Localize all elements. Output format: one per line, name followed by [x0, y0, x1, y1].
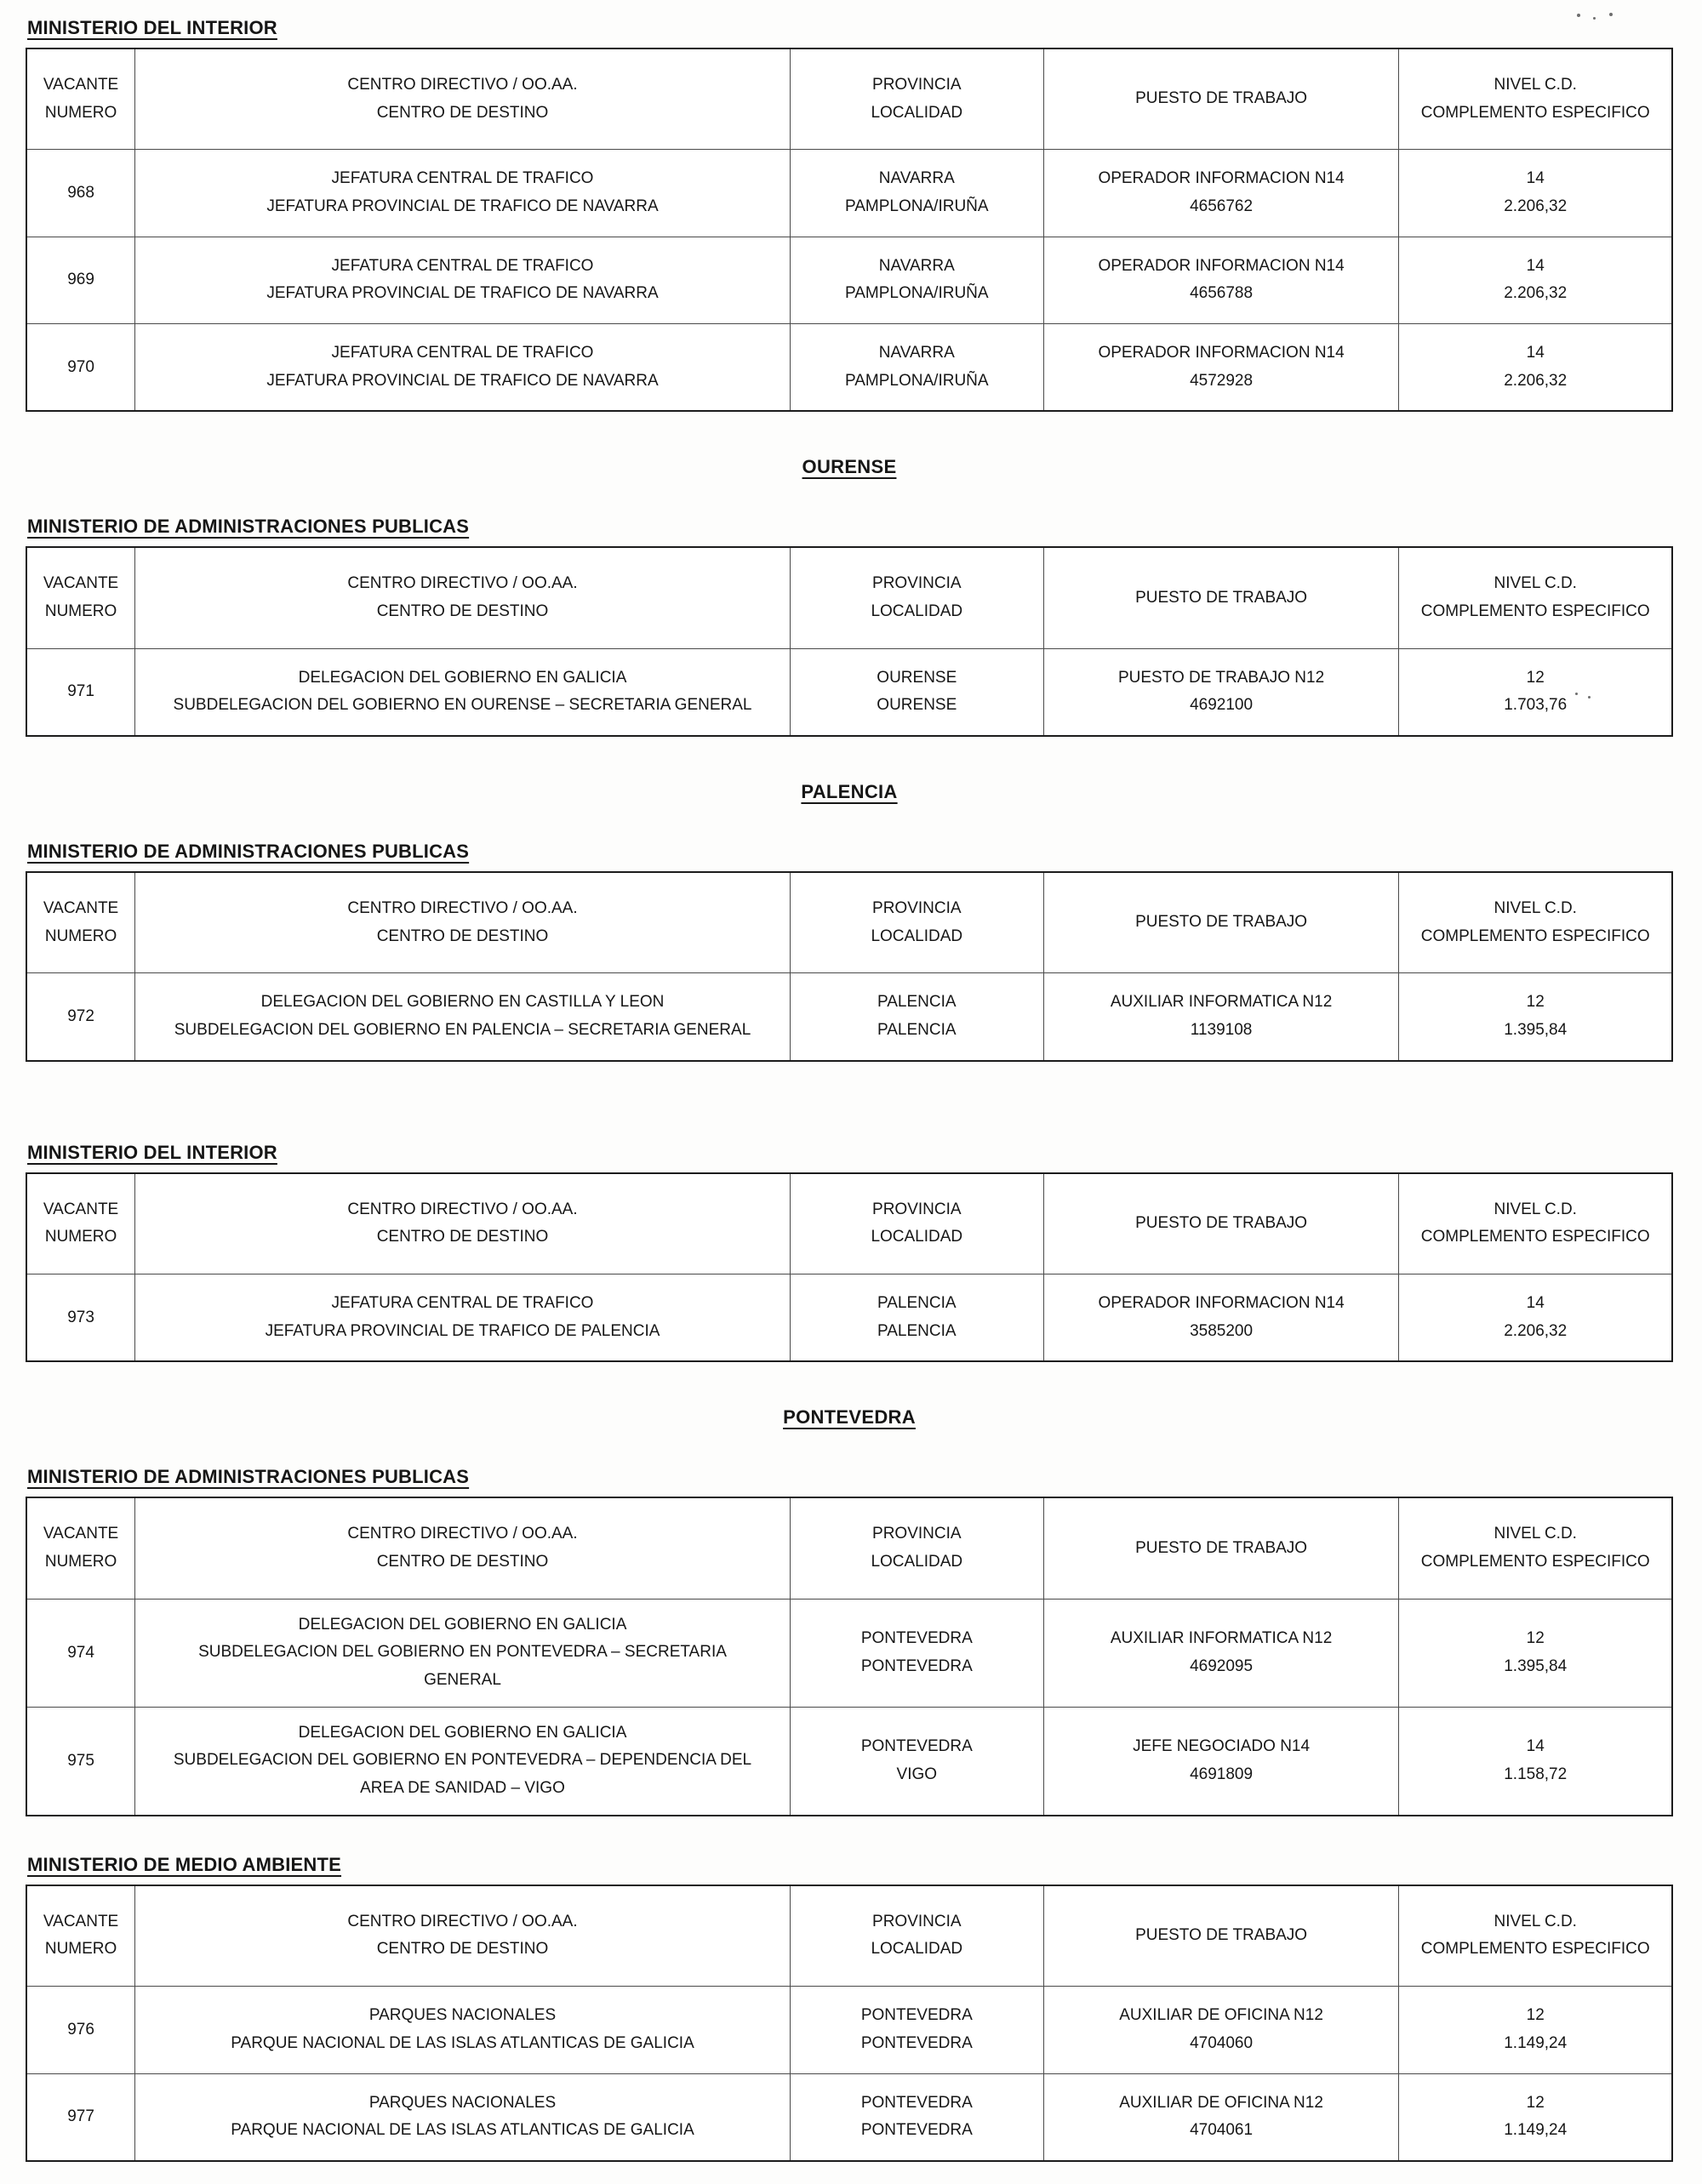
- col-header-vacante: [26, 48, 135, 150]
- header-line: LOCALIDAD: [871, 1228, 963, 1246]
- puesto: JEFE NEGOCIADO N14: [1133, 1737, 1311, 1756]
- puesto-codigo: 3585200: [1190, 1321, 1254, 1340]
- centro-destino: GENERAL: [424, 1671, 501, 1690]
- puesto-codigo: 4572928: [1190, 371, 1254, 390]
- ministry-heading: MINISTERIO DEL INTERIOR: [27, 17, 277, 38]
- complemento: 1.149,24: [1504, 2033, 1568, 2052]
- header-line: PROVINCIA: [872, 899, 962, 918]
- centro-destino: JEFATURA PROVINCIAL DE TRAFICO DE NAVARRA: [266, 197, 659, 216]
- col-header-vacante: [26, 547, 135, 648]
- provincia: NAVARRA: [878, 169, 955, 188]
- col-header-vacante: [26, 1173, 135, 1274]
- nivel-cell: [1399, 2073, 1672, 2161]
- provincia: PONTEVEDRA: [860, 1737, 973, 1756]
- puesto: AUXILIAR INFORMATICA N12: [1110, 1629, 1333, 1648]
- provincia: OURENSE: [877, 668, 957, 687]
- complemento: 2.206,32: [1504, 197, 1568, 216]
- vacante-numero-cell: 974: [26, 1599, 135, 1707]
- col-header-puesto: [1043, 1173, 1399, 1274]
- nivel: 14: [1526, 344, 1545, 362]
- centro-directivo: PARQUES NACIONALES: [368, 2006, 557, 2025]
- centro-directivo: JEFATURA CENTRAL DE TRAFICO: [331, 169, 594, 188]
- header-line: PROVINCIA: [872, 1912, 962, 1930]
- table-header: [26, 1173, 1672, 1274]
- puesto-codigo: 4704060: [1190, 2033, 1254, 2052]
- header-line: VACANTE: [43, 1912, 119, 1930]
- header-line: VACANTE: [43, 1525, 119, 1543]
- centro-directivo: PARQUES NACIONALES: [368, 2093, 557, 2112]
- col-header-nivel: [1399, 1173, 1672, 1274]
- provincia-cell: [790, 1707, 1043, 1816]
- header-line: COMPLEMENTO ESPECIFICO: [1420, 602, 1650, 621]
- ministry-block: [26, 1466, 1673, 1816]
- complemento: 1.149,24: [1504, 2121, 1568, 2140]
- centro-destino: SUBDELEGACION DEL GOBIERNO EN PONTEVEDRA – SECRETARIA: [198, 1643, 727, 1662]
- header-line: COMPLEMENTO ESPECIFICO: [1420, 1940, 1650, 1959]
- table-header: [26, 872, 1672, 973]
- localidad: PAMPLONA/IRUÑA: [845, 284, 989, 303]
- vacante-numero-cell: 972: [26, 973, 135, 1061]
- scan-artifact-dot: [1609, 13, 1613, 16]
- table-row: [26, 648, 1672, 736]
- col-header-puesto: [1043, 547, 1399, 648]
- header-line: VACANTE: [43, 1200, 119, 1218]
- header-line: NUMERO: [44, 1553, 117, 1571]
- vacante-numero-cell: 968: [26, 150, 135, 237]
- ministry-heading: MINISTERIO DE ADMINISTRACIONES PUBLICAS: [27, 841, 470, 863]
- ministry-heading: MINISTERIO DE ADMINISTRACIONES PUBLICAS: [27, 1466, 470, 1488]
- nivel-cell: [1399, 973, 1672, 1061]
- nivel-cell: [1399, 1274, 1672, 1362]
- ministry-heading: MINISTERIO DEL INTERIOR: [27, 1141, 277, 1163]
- header-line: NIVEL C.D.: [1494, 574, 1577, 593]
- header-line: NUMERO: [44, 1940, 117, 1959]
- header-line: NIVEL C.D.: [1494, 1525, 1577, 1543]
- provincia: PALENCIA: [877, 1294, 957, 1313]
- puesto-cell: [1043, 1274, 1399, 1362]
- scan-artifact-dot: [1593, 17, 1596, 20]
- col-header-centro: [135, 872, 791, 973]
- header-line: COMPLEMENTO ESPECIFICO: [1420, 1553, 1650, 1571]
- nivel: 12: [1526, 2093, 1545, 2112]
- vacante-numero-cell: 977: [26, 2073, 135, 2161]
- complemento: 1.395,84: [1504, 1657, 1568, 1675]
- table-header: [26, 1497, 1672, 1599]
- col-header-nivel: [1399, 48, 1672, 150]
- table-row: [26, 1987, 1672, 2073]
- header-line: CENTRO DIRECTIVO / OO.AA.: [347, 574, 578, 593]
- nivel-cell: [1399, 1599, 1672, 1707]
- ministry-block: [26, 1142, 1673, 1363]
- centro-cell: [135, 1707, 791, 1816]
- header-line: NIVEL C.D.: [1494, 76, 1577, 94]
- vacante-numero-cell: 970: [26, 324, 135, 412]
- header-line: NIVEL C.D.: [1494, 899, 1577, 918]
- puesto-cell: [1043, 1707, 1399, 1816]
- centro-destino: SUBDELEGACION DEL GOBIERNO EN PALENCIA – SECRETARIA GENERAL: [174, 1021, 751, 1040]
- col-header-nivel: [1399, 1497, 1672, 1599]
- puesto: PUESTO DE TRABAJO N12: [1117, 668, 1325, 687]
- header-line: VACANTE: [43, 574, 119, 593]
- localidad: PALENCIA: [877, 1021, 957, 1040]
- provincia-cell: [790, 150, 1043, 237]
- province-heading: PONTEVEDRA: [783, 1406, 916, 1428]
- header-line: LOCALIDAD: [871, 927, 963, 945]
- vacancy-table: [26, 1497, 1673, 1816]
- header-line: PUESTO DE TRABAJO: [1135, 588, 1308, 607]
- header-line: PUESTO DE TRABAJO: [1135, 89, 1308, 108]
- localidad: PONTEVEDRA: [860, 2033, 973, 2052]
- vacante-numero-cell: 971: [26, 648, 135, 736]
- header-line: CENTRO DIRECTIVO / OO.AA.: [347, 1525, 578, 1543]
- centro-directivo: JEFATURA CENTRAL DE TRAFICO: [331, 344, 594, 362]
- centro-cell: [135, 973, 791, 1061]
- centro-directivo: JEFATURA CENTRAL DE TRAFICO: [331, 256, 594, 275]
- centro-destino: JEFATURA PROVINCIAL DE TRAFICO DE NAVARRA: [266, 371, 659, 390]
- header-line: COMPLEMENTO ESPECIFICO: [1420, 1228, 1650, 1246]
- vacancy-table: [26, 48, 1673, 412]
- table-header: [26, 547, 1672, 648]
- provincia-cell: [790, 648, 1043, 736]
- ministry-block: [26, 1854, 1673, 2162]
- header-line: LOCALIDAD: [871, 1553, 963, 1571]
- col-header-provincia: [790, 1885, 1043, 1987]
- provincia-cell: [790, 1599, 1043, 1707]
- provincia-cell: [790, 237, 1043, 323]
- header-line: CENTRO DE DESTINO: [376, 1940, 549, 1959]
- centro-destino: AREA DE SANIDAD – VIGO: [360, 1779, 565, 1798]
- provincia-cell: [790, 1987, 1043, 2073]
- vacante-numero-cell: 976: [26, 1987, 135, 2073]
- complemento: 2.206,32: [1504, 284, 1568, 303]
- provincia-cell: [790, 1274, 1043, 1362]
- header-line: PUESTO DE TRABAJO: [1135, 913, 1308, 932]
- centro-destino: PARQUE NACIONAL DE LAS ISLAS ATLANTICAS DE GALICIA: [231, 2121, 694, 2140]
- col-header-vacante: [26, 1885, 135, 1987]
- table-row: [26, 237, 1672, 323]
- puesto-cell: [1043, 150, 1399, 237]
- centro-directivo: DELEGACION DEL GOBIERNO EN GALICIA: [298, 1723, 627, 1742]
- vacante-numero-cell: 969: [26, 237, 135, 323]
- puesto: OPERADOR INFORMACION N14: [1098, 256, 1345, 275]
- col-header-centro: [135, 547, 791, 648]
- ministry-block: [26, 841, 1673, 1062]
- provincia: PONTEVEDRA: [860, 1629, 973, 1648]
- table-row: [26, 150, 1672, 237]
- header-line: VACANTE: [43, 899, 119, 918]
- header-line: COMPLEMENTO ESPECIFICO: [1420, 103, 1650, 122]
- nivel: 14: [1526, 256, 1545, 275]
- header-line: LOCALIDAD: [871, 602, 963, 621]
- col-header-puesto: [1043, 1885, 1399, 1987]
- centro-cell: [135, 1274, 791, 1362]
- puesto-codigo: 4692100: [1190, 696, 1254, 715]
- centro-destino: JEFATURA PROVINCIAL DE TRAFICO DE NAVARRA: [266, 284, 659, 303]
- col-header-nivel: [1399, 1885, 1672, 1987]
- nivel: 14: [1526, 1737, 1545, 1756]
- header-line: CENTRO DE DESTINO: [376, 602, 549, 621]
- header-line: CENTRO DE DESTINO: [376, 103, 549, 122]
- localidad: PAMPLONA/IRUÑA: [845, 197, 989, 216]
- nivel-cell: [1399, 1987, 1672, 2073]
- scan-artifact-dot: [1575, 693, 1578, 695]
- header-line: CENTRO DIRECTIVO / OO.AA.: [347, 1912, 578, 1930]
- header-line: NUMERO: [44, 602, 117, 621]
- puesto: OPERADOR INFORMACION N14: [1098, 1294, 1345, 1313]
- province-heading: OURENSE: [802, 456, 897, 478]
- provincia: PONTEVEDRA: [860, 2093, 973, 2112]
- col-header-vacante: [26, 872, 135, 973]
- centro-destino: SUBDELEGACION DEL GOBIERNO EN PONTEVEDRA – DEPENDENCIA DEL: [173, 1751, 752, 1770]
- col-header-nivel: [1399, 547, 1672, 648]
- col-header-nivel: [1399, 872, 1672, 973]
- header-line: PUESTO DE TRABAJO: [1135, 1926, 1308, 1945]
- puesto-cell: [1043, 1599, 1399, 1707]
- puesto-cell: [1043, 648, 1399, 736]
- table-row: [26, 1599, 1672, 1707]
- nivel-cell: [1399, 1707, 1672, 1816]
- table-row: [26, 1707, 1672, 1816]
- header-line: NUMERO: [44, 1228, 117, 1246]
- localidad: PAMPLONA/IRUÑA: [845, 371, 989, 390]
- nivel: 12: [1526, 2006, 1545, 2025]
- col-header-vacante: [26, 1497, 135, 1599]
- col-header-provincia: [790, 1497, 1043, 1599]
- centro-cell: [135, 237, 791, 323]
- provincia: PONTEVEDRA: [860, 2006, 973, 2025]
- vacancy-table: [26, 871, 1673, 1062]
- col-header-provincia: [790, 48, 1043, 150]
- nivel: 12: [1526, 993, 1545, 1012]
- vacancy-table: [26, 1885, 1673, 2162]
- col-header-puesto: [1043, 872, 1399, 973]
- localidad: PALENCIA: [877, 1321, 957, 1340]
- nivel-cell: [1399, 324, 1672, 412]
- vacante-numero-cell: 973: [26, 1274, 135, 1362]
- table-row: [26, 973, 1672, 1061]
- header-line: PROVINCIA: [872, 1525, 962, 1543]
- nivel: 14: [1526, 169, 1545, 188]
- puesto-codigo: 4656788: [1190, 284, 1254, 303]
- scan-artifact-dot: [1577, 14, 1580, 17]
- col-header-puesto: [1043, 1497, 1399, 1599]
- centro-cell: [135, 1987, 791, 2073]
- col-header-puesto: [1043, 48, 1399, 150]
- puesto-cell: [1043, 237, 1399, 323]
- header-line: CENTRO DE DESTINO: [376, 1228, 549, 1246]
- puesto: AUXILIAR DE OFICINA N12: [1119, 2093, 1323, 2112]
- centro-cell: [135, 648, 791, 736]
- header-line: PUESTO DE TRABAJO: [1135, 1214, 1308, 1233]
- header-line: LOCALIDAD: [871, 1940, 963, 1959]
- nivel: 12: [1526, 668, 1545, 687]
- ministry-heading: MINISTERIO DE MEDIO AMBIENTE: [27, 1853, 342, 1875]
- puesto-cell: [1043, 973, 1399, 1061]
- complemento: 2.206,32: [1504, 1321, 1568, 1340]
- col-header-centro: [135, 1497, 791, 1599]
- province-heading: PALENCIA: [801, 781, 898, 803]
- puesto-cell: [1043, 324, 1399, 412]
- puesto-codigo: 4704061: [1190, 2121, 1254, 2140]
- header-line: NUMERO: [44, 927, 117, 945]
- centro-cell: [135, 1599, 791, 1707]
- provincia: NAVARRA: [878, 344, 955, 362]
- puesto: AUXILIAR DE OFICINA N12: [1119, 2006, 1323, 2025]
- table-header: [26, 48, 1672, 150]
- vacancy-table: [26, 1172, 1673, 1363]
- puesto-codigo: 1139108: [1190, 1021, 1253, 1040]
- puesto: OPERADOR INFORMACION N14: [1098, 344, 1345, 362]
- header-line: PUESTO DE TRABAJO: [1135, 1538, 1308, 1557]
- provincia-cell: [790, 324, 1043, 412]
- localidad: PONTEVEDRA: [860, 1657, 973, 1675]
- header-line: PROVINCIA: [872, 1200, 962, 1218]
- header-line: VACANTE: [43, 76, 119, 94]
- col-header-provincia: [790, 1173, 1043, 1274]
- header-line: NUMERO: [44, 103, 117, 122]
- ministry-block: [26, 516, 1673, 737]
- col-header-provincia: [790, 547, 1043, 648]
- ministry-heading: MINISTERIO DE ADMINISTRACIONES PUBLICAS: [27, 516, 470, 538]
- header-line: CENTRO DIRECTIVO / OO.AA.: [347, 899, 578, 918]
- centro-directivo: JEFATURA CENTRAL DE TRAFICO: [331, 1294, 594, 1313]
- header-line: CENTRO DE DESTINO: [376, 927, 549, 945]
- localidad: PONTEVEDRA: [860, 2121, 973, 2140]
- puesto-cell: [1043, 1987, 1399, 2073]
- puesto: OPERADOR INFORMACION N14: [1098, 169, 1345, 188]
- centro-destino: JEFATURA PROVINCIAL DE TRAFICO DE PALENCIA: [265, 1321, 660, 1340]
- vacante-numero-cell: 975: [26, 1707, 135, 1816]
- col-header-centro: [135, 1173, 791, 1274]
- provincia: PALENCIA: [877, 993, 957, 1012]
- nivel: 12: [1526, 1629, 1545, 1648]
- provincia-cell: [790, 2073, 1043, 2161]
- table-row: [26, 324, 1672, 412]
- centro-directivo: DELEGACION DEL GOBIERNO EN GALICIA: [298, 1615, 627, 1634]
- complemento: 2.206,32: [1504, 371, 1568, 390]
- centro-directivo: DELEGACION DEL GOBIERNO EN CASTILLA Y LEON: [260, 993, 665, 1012]
- centro-destino: SUBDELEGACION DEL GOBIERNO EN OURENSE – SECRETARIA GENERAL: [173, 696, 752, 715]
- nivel-cell: [1399, 237, 1672, 323]
- provincia: NAVARRA: [878, 256, 955, 275]
- centro-cell: [135, 150, 791, 237]
- localidad: OURENSE: [877, 696, 957, 715]
- nivel: 14: [1526, 1294, 1545, 1313]
- header-line: CENTRO DIRECTIVO / OO.AA.: [347, 76, 578, 94]
- puesto: AUXILIAR INFORMATICA N12: [1110, 993, 1333, 1012]
- complemento: 1.703,76: [1504, 696, 1568, 715]
- centro-directivo: DELEGACION DEL GOBIERNO EN GALICIA: [298, 668, 627, 687]
- centro-cell: [135, 324, 791, 412]
- header-line: NIVEL C.D.: [1494, 1200, 1577, 1218]
- centro-destino: PARQUE NACIONAL DE LAS ISLAS ATLANTICAS DE GALICIA: [231, 2033, 694, 2052]
- header-line: PROVINCIA: [872, 76, 962, 94]
- complemento: 1.158,72: [1504, 1765, 1568, 1783]
- header-line: PROVINCIA: [872, 574, 962, 593]
- scan-artifact-dot: [1588, 696, 1591, 699]
- puesto-codigo: 4656762: [1190, 197, 1254, 216]
- table-row: [26, 1274, 1672, 1362]
- col-header-centro: [135, 48, 791, 150]
- header-line: CENTRO DIRECTIVO / OO.AA.: [347, 1200, 578, 1218]
- vacancy-table: [26, 546, 1673, 737]
- nivel-cell: [1399, 150, 1672, 237]
- ministry-block: [26, 17, 1673, 412]
- puesto-cell: [1043, 2073, 1399, 2161]
- puesto-codigo: 4692095: [1190, 1657, 1254, 1675]
- col-header-provincia: [790, 872, 1043, 973]
- header-line: NIVEL C.D.: [1494, 1912, 1577, 1930]
- header-line: LOCALIDAD: [871, 103, 963, 122]
- centro-cell: [135, 2073, 791, 2161]
- nivel-cell: [1399, 648, 1672, 736]
- col-header-centro: [135, 1885, 791, 1987]
- header-line: COMPLEMENTO ESPECIFICO: [1420, 927, 1650, 945]
- provincia-cell: [790, 973, 1043, 1061]
- puesto-codigo: 4691809: [1190, 1765, 1254, 1783]
- localidad: VIGO: [896, 1765, 938, 1783]
- table-header: [26, 1885, 1672, 1987]
- complemento: 1.395,84: [1504, 1021, 1568, 1040]
- header-line: CENTRO DE DESTINO: [376, 1553, 549, 1571]
- table-row: [26, 2073, 1672, 2161]
